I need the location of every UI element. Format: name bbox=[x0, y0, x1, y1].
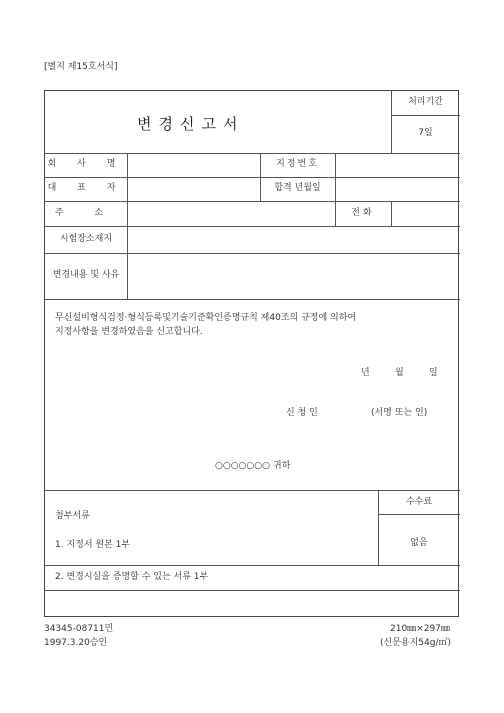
change-report-form bbox=[44, 90, 459, 617]
representative-label: 대 표 자 bbox=[47, 183, 125, 193]
form-code: 34345-08711민 bbox=[44, 624, 114, 634]
form-reference: [별지 제15호서식] bbox=[44, 62, 118, 72]
attachments-label: 첨부서류 bbox=[55, 511, 90, 521]
paper-size: 210㎜×297㎜ bbox=[390, 624, 450, 634]
statement-line-1: 무신설비형식검정·형식등록및기술기준확인증명규칙 제40조의 규정에 의하여 bbox=[55, 313, 357, 323]
pass-date-label: 합격 년월일 bbox=[274, 183, 321, 193]
attachment-item-1: 1. 지정서 원본 1부 bbox=[55, 540, 131, 550]
processing-period-label: 처리기간 bbox=[408, 97, 443, 107]
approval-date: 1997.3.20승인 bbox=[44, 638, 108, 648]
statement-line-2: 지정사항을 변경하였음을 신고합니다. bbox=[55, 327, 203, 337]
phone-label: 전화 bbox=[351, 208, 375, 218]
page-title: 변경신고서 bbox=[137, 115, 245, 133]
attachment-item-2: 2. 변경시실을 증명할 수 있는 서류 1부 bbox=[55, 572, 209, 582]
fee-label: 수수료 bbox=[405, 497, 433, 507]
fee-value: 없음 bbox=[410, 538, 428, 548]
applicant-label: 신 청 인 bbox=[286, 408, 318, 418]
company-name-label: 회 사 명 bbox=[47, 159, 125, 169]
signature-note: (서명 또는 인) bbox=[371, 408, 428, 418]
test-site-label: 시험장소재지 bbox=[59, 234, 113, 244]
date-day: 일 bbox=[429, 368, 438, 378]
date-month: 월 bbox=[395, 368, 404, 378]
designation-number-label: 지정번호 bbox=[276, 159, 319, 169]
recipient-suffix: 귀하 bbox=[273, 461, 291, 471]
address-label: 주 소 bbox=[54, 208, 118, 218]
recipient-name: ○○○○○○○ bbox=[215, 461, 270, 471]
change-reason-label: 변경내용 및 사유 bbox=[52, 270, 120, 280]
paper-type: (신문용지54g/㎡) bbox=[380, 638, 451, 648]
date-year: 년 bbox=[361, 368, 370, 378]
processing-period-value: 7일 bbox=[418, 128, 433, 138]
